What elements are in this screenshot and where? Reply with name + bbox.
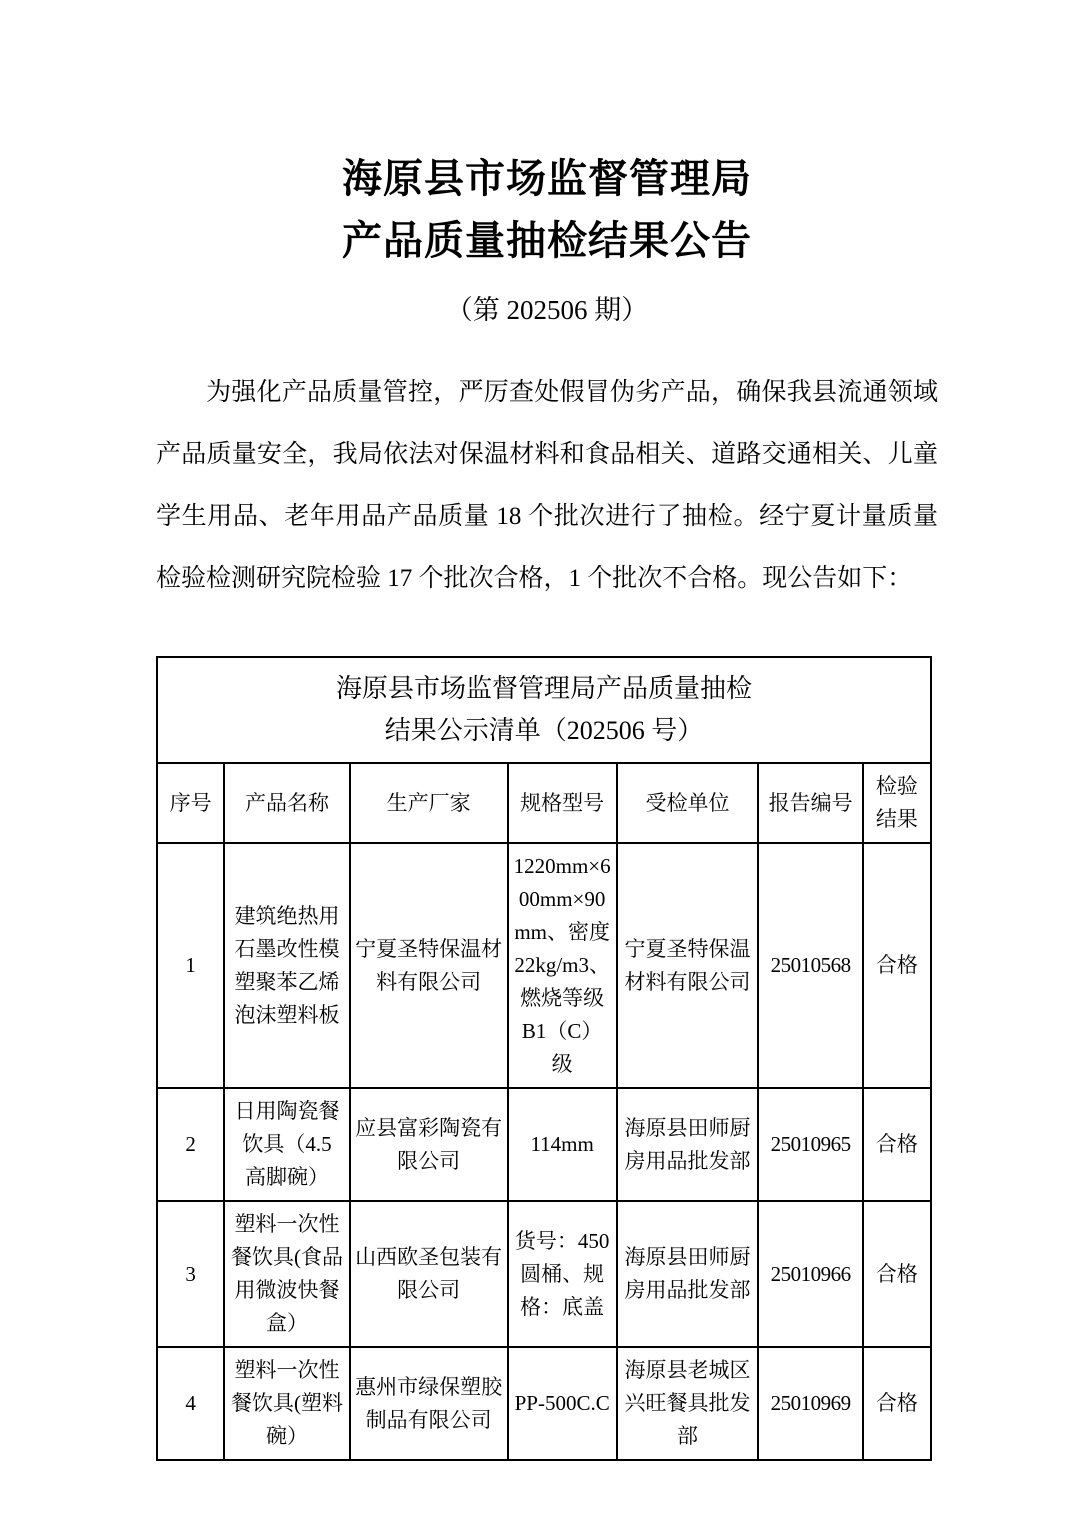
cell-spec: 货号：450 圆桶、规格：底盖 bbox=[508, 1201, 617, 1347]
cell-spec: PP-500C.C bbox=[508, 1347, 617, 1460]
column-header-name: 产品名称 bbox=[224, 763, 349, 843]
table-row bbox=[157, 843, 931, 1088]
cell-inspected-unit: 海原县田师厨房用品批发部 bbox=[617, 1201, 759, 1347]
document-title bbox=[156, 148, 938, 272]
cell-manufacturer: 宁夏圣特保温材料有限公司 bbox=[350, 843, 508, 1088]
cell-no: 3 bbox=[157, 1201, 224, 1347]
cell-product-name: 建筑绝热用石墨改性模塑聚苯乙烯泡沫塑料板 bbox=[224, 843, 349, 1088]
cell-inspected-unit: 宁夏圣特保温材料有限公司 bbox=[617, 843, 759, 1088]
cell-manufacturer: 山西欧圣包装有限公司 bbox=[350, 1201, 508, 1347]
table-title-line2: 结果公示清单（202506 号） bbox=[384, 716, 704, 745]
page-content bbox=[156, 148, 938, 1461]
issue-number: （第 202506 期） bbox=[445, 295, 649, 325]
cell-spec: 114mm bbox=[508, 1088, 617, 1201]
document-title-line2: 产品质量抽检结果公告 bbox=[342, 218, 752, 263]
cell-product-name: 塑料一次性餐饮具(塑料碗） bbox=[224, 1347, 349, 1460]
cell-result: 合格 bbox=[863, 1201, 931, 1347]
cell-no: 1 bbox=[157, 843, 224, 1088]
table-title-line1: 海原县市场监督管理局产品质量抽检 bbox=[335, 674, 752, 703]
announcement-paragraph: 为强化产品质量管控，严厉查处假冒伪劣产品，确保我县流通领域产品质量安全，我局依法对保温材料和食品相关、道路交通相关、儿童学生用品、老年用品产品质量 18 个批次进行了抽检。经宁夏计量质量检验检测研究院检验 17 个批次合格，1 个批次不合格。现公告如下： bbox=[156, 379, 938, 592]
cell-spec: 1220mm×600mm×90mm、密度 22kg/m3、燃烧等级 B1（C）级 bbox=[508, 843, 617, 1088]
cell-inspected-unit: 海原县田师厨房用品批发部 bbox=[617, 1088, 759, 1201]
cell-no: 4 bbox=[157, 1347, 224, 1460]
column-header-maker: 生产厂家 bbox=[350, 763, 508, 843]
column-header-spec: 规格型号 bbox=[508, 763, 617, 843]
cell-inspected-unit: 海原县老城区兴旺餐具批发部 bbox=[617, 1347, 759, 1460]
document-title-line1: 海原县市场监督管理局 bbox=[342, 156, 752, 201]
cell-result: 合格 bbox=[863, 1088, 931, 1201]
column-header-report: 报告编号 bbox=[758, 763, 862, 843]
table-title-row bbox=[157, 657, 931, 763]
cell-product-name: 日用陶瓷餐饮具（4.5 高脚碗） bbox=[224, 1088, 349, 1201]
cell-no: 2 bbox=[157, 1088, 224, 1201]
table-row bbox=[157, 1347, 931, 1460]
cell-manufacturer: 应县富彩陶瓷有限公司 bbox=[350, 1088, 508, 1201]
cell-result: 合格 bbox=[863, 843, 931, 1088]
table-row bbox=[157, 1088, 931, 1201]
cell-report-number: 25010966 bbox=[758, 1201, 862, 1347]
table-header-row bbox=[157, 763, 931, 843]
cell-report-number: 25010568 bbox=[758, 843, 862, 1088]
cell-product-name: 塑料一次性餐饮具(食品用微波快餐盒） bbox=[224, 1201, 349, 1347]
column-header-no: 序号 bbox=[157, 763, 224, 843]
column-header-unit: 受检单位 bbox=[617, 763, 759, 843]
table-row bbox=[157, 1201, 931, 1347]
column-header-result: 检验结果 bbox=[863, 763, 931, 843]
cell-manufacturer: 惠州市绿保塑胶制品有限公司 bbox=[350, 1347, 508, 1460]
results-table bbox=[156, 656, 932, 1461]
cell-result: 合格 bbox=[863, 1347, 931, 1460]
table-title bbox=[157, 657, 931, 763]
cell-report-number: 25010965 bbox=[758, 1088, 862, 1201]
cell-report-number: 25010969 bbox=[758, 1347, 862, 1460]
